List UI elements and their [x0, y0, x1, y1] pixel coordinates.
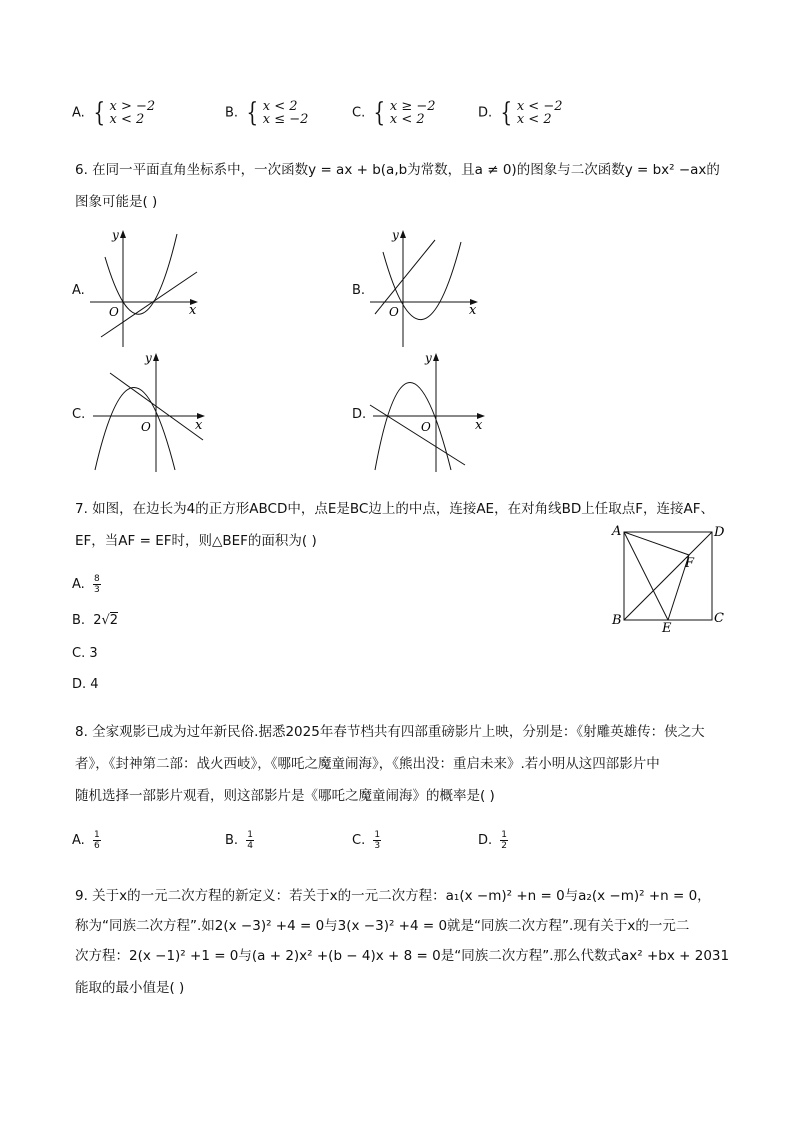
graph-d-y-label: y: [425, 351, 432, 365]
q7-stem-line1: 7. 如图，在边长为4的正方形ABCD中，点E是BC边上的中点，连接AE，在对角线BD上任取点F，连接AF、: [75, 501, 715, 517]
graph-d-origin: O: [421, 420, 431, 434]
q5-option-d[interactable]: D. { x < −2 x < 2: [478, 98, 563, 128]
graph-d-y-arrow: [433, 353, 439, 361]
graph-a-x-label: x: [189, 303, 197, 318]
graph-d-parabola: [375, 383, 451, 471]
graph-c: [85, 345, 215, 475]
point-e-label: E: [662, 621, 672, 635]
graph-c-x-label: x: [195, 418, 203, 433]
graph-a: [85, 222, 210, 352]
graph-a-origin: O: [109, 305, 119, 319]
q6-stem-line2: 图象可能是( ): [75, 194, 158, 210]
q8-option-c[interactable]: C. $\frac{1}{3}$: [352, 830, 381, 851]
graph-c-parabola: [95, 388, 175, 471]
q6-stem-line1: 6. 在同一平面直角坐标系中，一次函数y = ax + b(a,b为常数，且a ≠ 0)的图象与二次函数y = bx² −ax的: [75, 162, 720, 178]
point-c-label: C: [714, 611, 724, 626]
q9-stem-line4: 能取的最小值是( ): [75, 980, 185, 996]
q5-option-c[interactable]: C. { x ≥ −2 x < 2: [352, 98, 436, 128]
graph-c-y-arrow: [153, 353, 159, 361]
q7-option-b[interactable]: B. 2√2: [72, 613, 119, 628]
q7-stem-line2: EF，当AF = EF时，则△BEF的面积为( ): [75, 533, 317, 549]
q9-stem-line2: 称为“同族二次方程”.如2(x −3)² +4 = 0与3(x −3)² +4 = 0就是“同族二次方程”.现有关于x的一元二: [75, 918, 690, 934]
q7-option-c[interactable]: C. 3: [72, 646, 98, 661]
q8-option-d[interactable]: D. $\frac{1}{2}$: [478, 830, 508, 851]
graph-b-x-label: x: [469, 303, 477, 318]
q8-option-b[interactable]: B. $\frac{1}{4}$: [225, 830, 253, 851]
graph-c-y-label: y: [145, 351, 152, 365]
q9-stem-line1: 9. 关于x的一元二次方程的新定义：若关于x的一元二次方程：a₁(x −m)² +n = 0与a₂(x −m)² +n = 0，: [75, 888, 711, 904]
q9-stem-line3: 次方程：2(x −1)² +1 = 0与(a + 2)x² +(b − 4)x + 8 = 0是“同族二次方程”.那么代数式ax² +bx + 2031: [75, 948, 730, 964]
q7-option-a[interactable]: A. $\frac{8}{3}$: [72, 574, 100, 595]
q8-stem-line3: 随机选择一部影片观看，则这部影片是《哪吒之魔童闹海》的概率是( ): [75, 788, 495, 804]
point-a-label: A: [612, 524, 622, 539]
point-f-label: F: [685, 556, 695, 571]
graph-d: [365, 345, 495, 475]
graph-b-origin: O: [389, 305, 399, 319]
graph-d-line: [370, 405, 465, 465]
graph-c-origin: O: [141, 420, 151, 434]
point-d-label: D: [714, 525, 725, 540]
q8-stem-line1: 8. 全家观影已成为过年新民俗.据悉2025年春节档共有四部重磅影片上映，分别是：《射雕英雄传：侠之大: [75, 724, 705, 740]
graph-d-x-label: x: [475, 418, 483, 433]
q8-stem-line2: 者》，《封神第二部：战火西岐》，《哪吒之魔童闹海》，《熊出没：重启未来》.若小明从这四部影片中: [75, 756, 660, 772]
point-b-label: B: [612, 613, 622, 628]
q5-option-a[interactable]: A. { x > −2 x < 2: [72, 98, 156, 128]
graph-label-a[interactable]: A.: [72, 283, 85, 298]
graph-a-y-label: y: [112, 228, 119, 242]
q7-square-figure: [608, 520, 733, 635]
graph-a-y-arrow: [120, 230, 126, 238]
graph-label-d[interactable]: D.: [352, 407, 367, 422]
graph-b: [365, 222, 490, 352]
graph-b-y-label: y: [392, 228, 399, 242]
diagonal-bd: [624, 532, 712, 620]
graph-label-c[interactable]: C.: [72, 407, 86, 422]
q5-option-b[interactable]: B. { x < 2 x ≤ −2: [225, 98, 309, 128]
q8-option-a[interactable]: A. $\frac{1}{6}$: [72, 830, 100, 851]
q7-option-d[interactable]: D. 4: [72, 677, 99, 692]
graph-b-y-arrow: [400, 230, 406, 238]
graph-b-line: [375, 240, 435, 314]
graph-label-b[interactable]: B.: [352, 283, 366, 298]
